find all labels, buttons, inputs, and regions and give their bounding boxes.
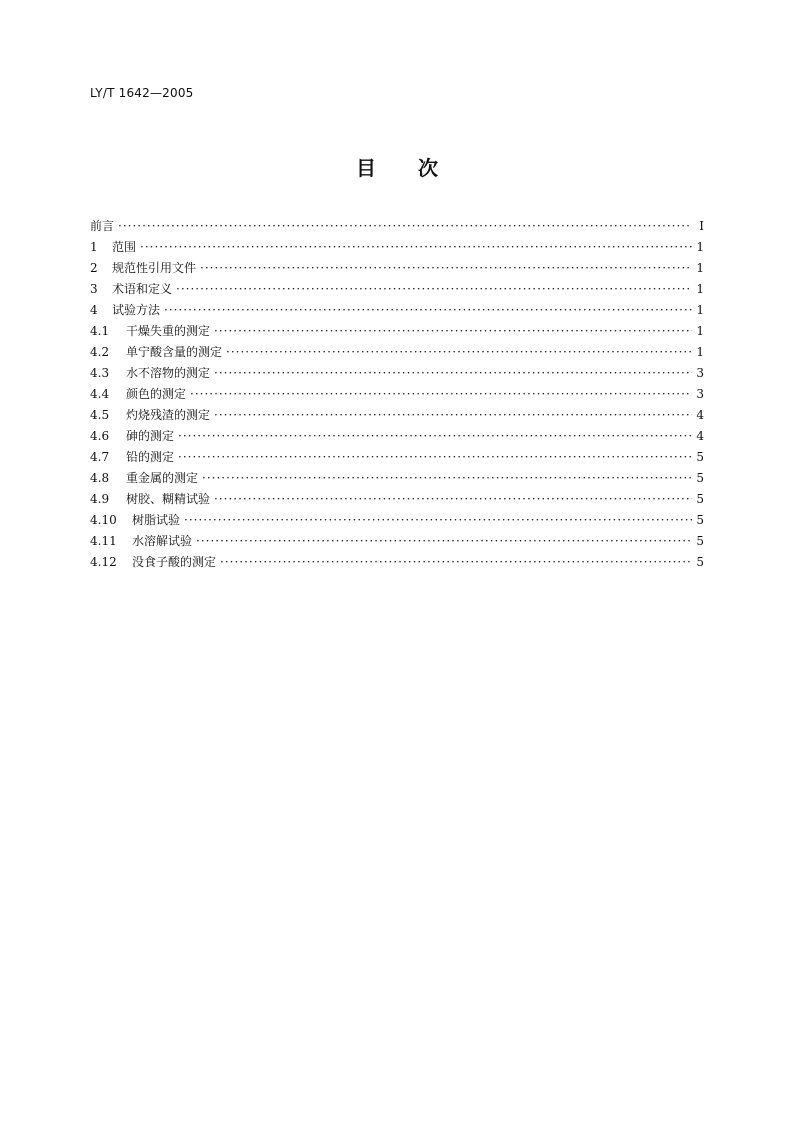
toc-entry-4-3[interactable] — [90, 363, 704, 384]
toc-entry-page: 1 — [696, 282, 704, 296]
toc-dot-leader — [140, 237, 692, 258]
toc-entry-label: 范围 — [112, 240, 137, 254]
toc-dot-leader — [200, 258, 692, 279]
toc-entry-label: 铅的测定 — [126, 450, 175, 464]
toc-entry-page: 5 — [696, 513, 704, 527]
toc-entry-4-4[interactable] — [90, 384, 704, 405]
toc-entry-page: 1 — [696, 324, 704, 338]
toc-entry-page: 1 — [696, 240, 704, 254]
toc-entry-page: 4 — [696, 429, 704, 443]
toc-entry-4-8[interactable] — [90, 468, 704, 489]
toc-entry-number: 4.9 — [90, 492, 110, 506]
toc-entry-3[interactable] — [90, 279, 704, 300]
toc-entry-4-5[interactable] — [90, 405, 704, 426]
toc-dot-leader — [164, 300, 692, 321]
toc-entry-label: 树胶、糊精试验 — [126, 492, 211, 506]
toc-dot-leader — [202, 468, 692, 489]
toc-entry-number: 4.2 — [90, 345, 110, 359]
toc-entry-4-9[interactable] — [90, 489, 704, 510]
toc-entry-label: 水不溶物的测定 — [126, 366, 211, 380]
toc-entry-number: 4.3 — [90, 366, 110, 380]
toc-dot-leader — [178, 426, 692, 447]
toc-entry-number: 4.6 — [90, 429, 110, 443]
toc-entry-page: 5 — [696, 492, 704, 506]
toc-entry-label: 树脂试验 — [132, 513, 181, 527]
toc-entry-label: 规范性引用文件 — [112, 261, 197, 275]
toc-entry-number: 3 — [90, 282, 98, 296]
toc-entry-number: 4.5 — [90, 408, 110, 422]
toc-entry-label: 没食子酸的测定 — [132, 555, 217, 569]
toc-entry-label: 术语和定义 — [112, 282, 173, 296]
toc-entry-number: 4.7 — [90, 450, 110, 464]
toc-entry-label: 砷的测定 — [126, 429, 175, 443]
toc-dot-leader — [118, 216, 692, 237]
toc-entry-1[interactable] — [90, 237, 704, 258]
toc-entry-label: 重金属的测定 — [126, 471, 199, 485]
toc-entry-number: 4 — [90, 303, 98, 317]
toc-dot-leader — [184, 510, 692, 531]
toc-dot-leader — [226, 342, 692, 363]
toc-dot-leader — [214, 321, 692, 342]
toc-entry-number: 4.10 — [90, 513, 117, 527]
toc-entry-4[interactable] — [90, 300, 704, 321]
toc-entry-4-12[interactable] — [90, 552, 704, 573]
toc-entry-label: 单宁酸含量的测定 — [126, 345, 223, 359]
toc-entry-page: 4 — [696, 408, 704, 422]
toc-dot-leader — [196, 531, 692, 552]
toc-entry-2[interactable] — [90, 258, 704, 279]
toc-entry-number: 4.1 — [90, 324, 110, 338]
toc-entry-page: 5 — [696, 471, 704, 485]
toc-entry-4-6[interactable] — [90, 426, 704, 447]
toc-entry-page: 1 — [696, 303, 704, 317]
toc-dot-leader — [178, 447, 692, 468]
toc-entry-4-2[interactable] — [90, 342, 704, 363]
toc-entry-page: 3 — [696, 387, 704, 401]
toc-entry-foreword[interactable] — [90, 216, 704, 237]
toc-entry-label: 干燥失重的测定 — [126, 324, 211, 338]
toc-entry-label: 颜色的测定 — [126, 387, 187, 401]
toc-entry-number: 4.4 — [90, 387, 110, 401]
page-title: 目次 — [356, 156, 480, 180]
toc-entry-page: 3 — [696, 366, 704, 380]
toc-entry-page: 5 — [696, 534, 704, 548]
toc-entry-label: 水溶解试验 — [132, 534, 193, 548]
toc-entry-page: 5 — [696, 555, 704, 569]
toc-entry-4-11[interactable] — [90, 531, 704, 552]
toc-dot-leader — [214, 405, 692, 426]
toc-entry-4-7[interactable] — [90, 447, 704, 468]
toc-entry-label: 灼烧残渣的测定 — [126, 408, 211, 422]
toc-dot-leader — [190, 384, 692, 405]
toc-entry-label: 试验方法 — [112, 303, 161, 317]
toc-dot-leader — [176, 279, 692, 300]
toc-entry-number: 4.8 — [90, 471, 110, 485]
toc-entry-number: 4.11 — [90, 534, 117, 548]
document-code: LY/T 1642—2005 — [90, 86, 194, 100]
toc-entry-page: Ⅰ — [699, 219, 704, 233]
toc-entry-4-1[interactable] — [90, 321, 704, 342]
toc-entry-page: 1 — [696, 345, 704, 359]
toc-entry-number: 2 — [90, 261, 98, 275]
toc-dot-leader — [214, 489, 692, 510]
toc-entry-label: 前言 — [90, 219, 115, 233]
table-of-contents — [90, 216, 704, 573]
toc-entry-page: 5 — [696, 450, 704, 464]
toc-entry-number: 4.12 — [90, 555, 117, 569]
toc-entry-4-10[interactable] — [90, 510, 704, 531]
toc-entry-page: 1 — [696, 261, 704, 275]
toc-dot-leader — [220, 552, 692, 573]
toc-entry-number: 1 — [90, 240, 98, 254]
toc-dot-leader — [214, 363, 692, 384]
